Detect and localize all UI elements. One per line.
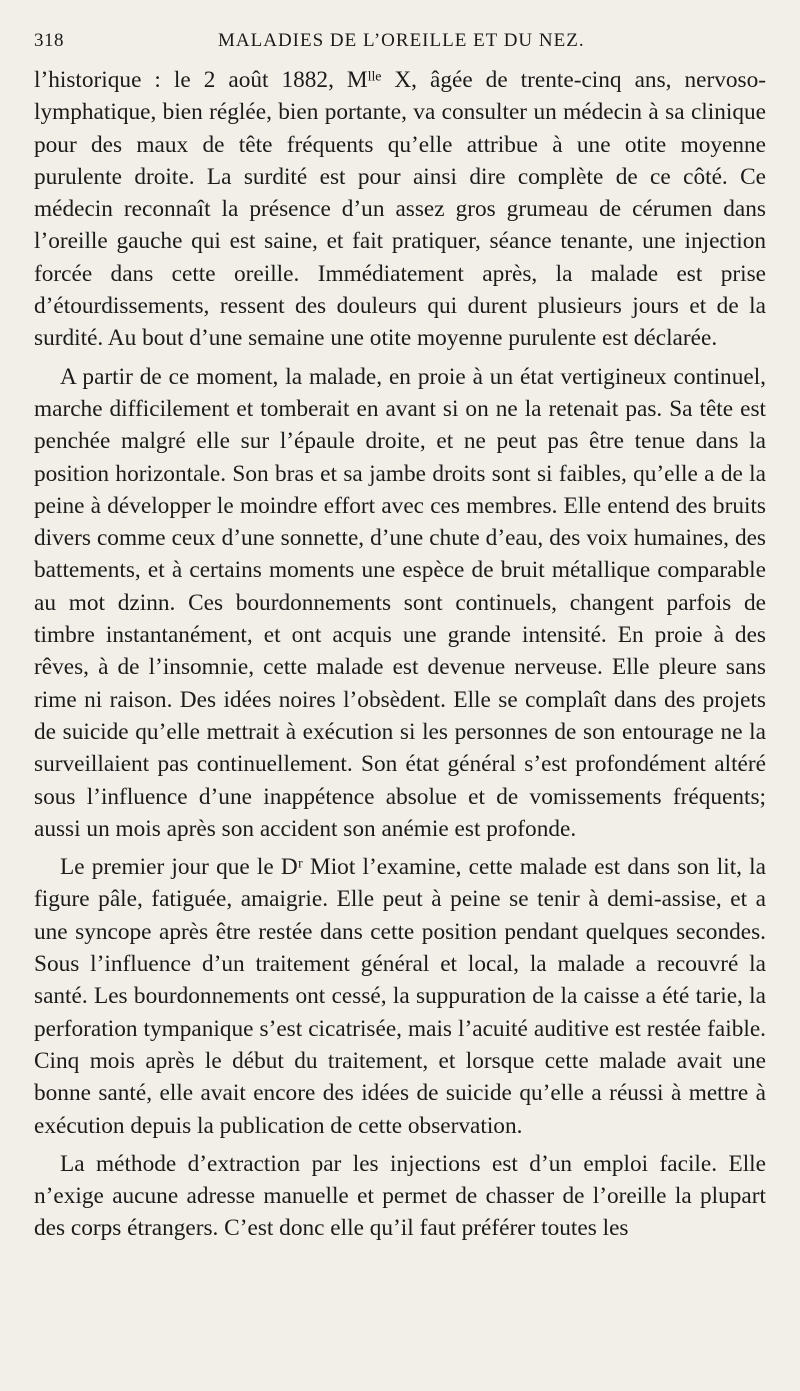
body-text bbox=[34, 64, 766, 1251]
page-header bbox=[34, 30, 766, 58]
paragraph-injection-method: La méthode d’extraction par les injections est d’un emploi facile. Elle n’exige aucune adresse manuelle et permet de chasser de l’oreille la plupart des corps étrangers. C’est donc elle qu’il faut préférer toutes les bbox=[34, 1150, 766, 1242]
paragraph-symptoms: A partir de ce moment, la malade, en proie à un état vertigineux continuel, marche difficilement et tomberait en avant si on ne la retenait pas. Sa tête est penchée malgré elle sur l’épaule droite, et ne peut pas être tenue dans la position horizontale. Son bras et sa jambe droits sont si faibles, qu’elle a de la peine à développer le moindre effort avec ces membres. Elle entend des bruits divers comme ceux d’une sonnette, d’une chute d’eau, des voix humaines, des battements, et à certains moments une espèce de bruit métallique comparable au mot dzinn. Ces bourdonnements sont continuels, changent parfois de timbre instantanément, et ont acquis une grande intensité. En proie à des rêves, à de l’insomnie, cette malade est devenue nerveuse. Elle pleure sans rime ni raison. Des idées noires l’obsèdent. Elle se complaît dans des projets de suicide qu’elle mettrait à exécution si les personnes de son entourage ne la surveillaient pas continuellement. Son état général s’est profondément altéré sous l’influence d’une inappétence absolue et de vomissements fréquents; aussi un mois après son accident son anémie est profonde. bbox=[34, 363, 766, 842]
page-number: 318 bbox=[34, 30, 64, 51]
paragraph-case-history: l’historique : le 2 août 1882, Mˡˡᵉ X, âgée de trente-cinq ans, nervoso-lymphatique, bien réglée, bien portante, va consulter un médecin à sa clinique pour des maux de tête fréquents qu’elle attribue à une otite moyenne purulente droite. La surdité est pour ainsi dire complète de ce côté. Ce médecin reconnaît la présence d’un assez gros grumeau de cérumen dans l’oreille gauche qui est saine, et fait pratiquer, séance tenante, une injection forcée dans cette oreille. Immédiatement après, la malade est prise d’étourdissements, ressent des douleurs qui durent plusieurs jours et de la surdité. Au bout d’une semaine une otite moyenne purulente est déclarée. bbox=[34, 67, 766, 352]
paragraph-treatment: Le premier jour que le Dʳ Miot l’examine, cette malade est dans son lit, la figure pâle, fatiguée, amaigrie. Elle peut à peine se tenir à demi-assise, et a une syncope après être restée dans cette position pendant quelques secondes. Sous l’influence d’un traitement général et local, la malade a recouvré la santé. Les bourdonnements ont cessé, la suppuration de la caisse a été tarie, la perforation tympanique s’est cicatrisée, mais l’acuité auditive est restée faible. Cinq mois après le début du traitement, et lorsque cette malade avait une bonne santé, elle avait encore des idées de suicide qu’elle a réussi à mettre à exécution depuis la publication de cette observation. bbox=[34, 854, 766, 1139]
running-title: MALADIES DE L’OREILLE ET DU NEZ. bbox=[218, 30, 585, 51]
